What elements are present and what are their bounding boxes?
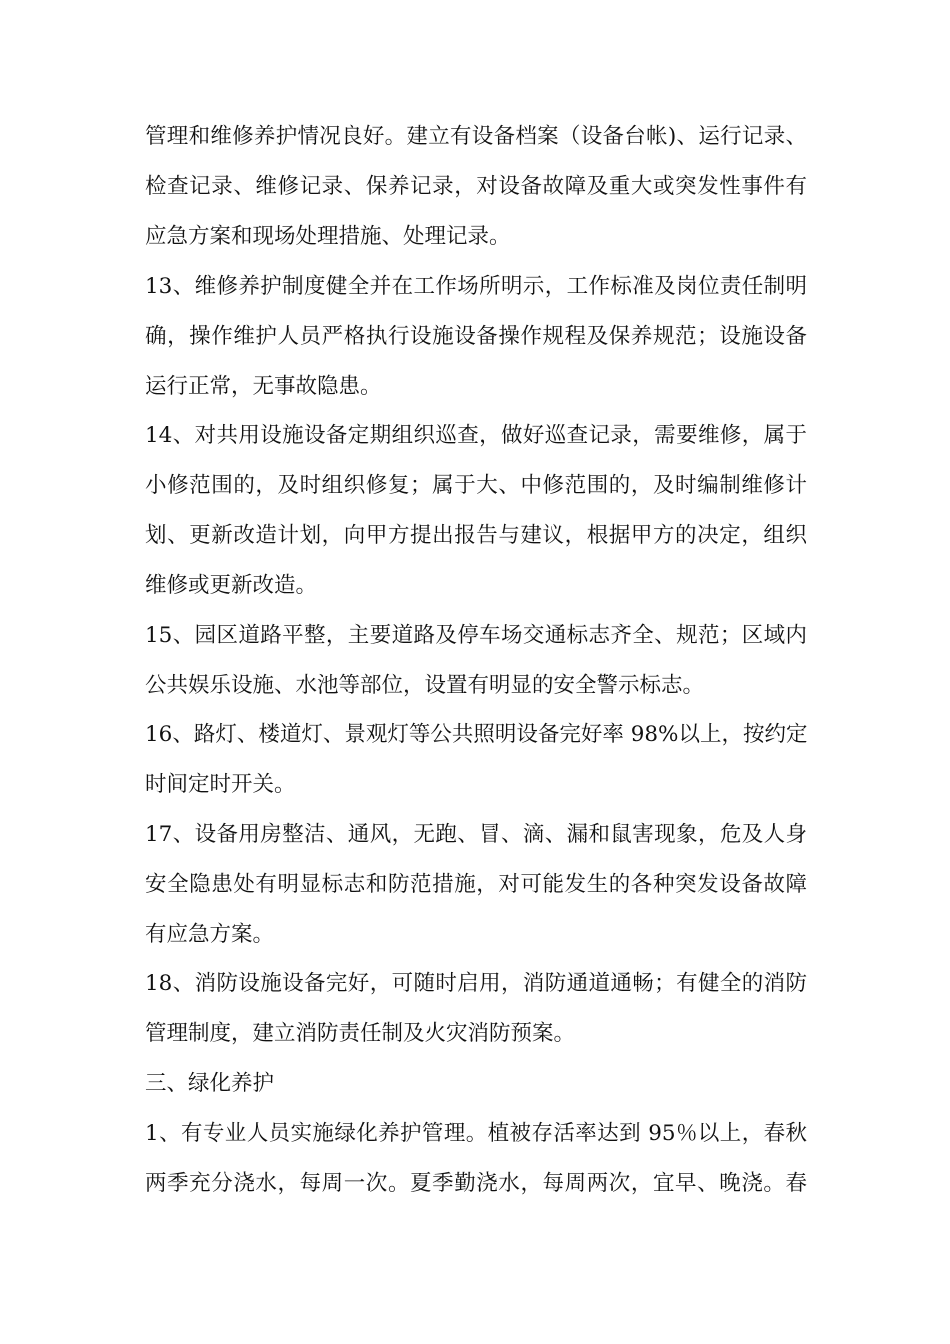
text-line: 确，操作维护人员严格执行设施设备操作规程及保养规范；设施设备 — [145, 324, 807, 349]
text-line: 管理制度，建立消防责任制及火灾消防预案。 — [145, 1021, 576, 1046]
text-line: 公共娱乐设施、水池等部位，设置有明显的安全警示标志。 — [145, 673, 705, 698]
text-line: 有应急方案。 — [145, 922, 275, 947]
text-line: 维修或更新改造。 — [145, 573, 318, 598]
section-heading: 三、绿化养护 — [145, 1071, 275, 1096]
text-line: 应急方案和现场处理措施、处理记录。 — [145, 224, 511, 249]
text-line: 15、园区道路平整，主要道路及停车场交通标志齐全、规范；区域内 — [145, 623, 807, 648]
text-line: 16、路灯、楼道灯、景观灯等公共照明设备完好率 98%以上，按约定 — [145, 722, 807, 747]
text-line: 小修范围的，及时组织修复；属于大、中修范围的，及时编制维修计 — [145, 473, 807, 498]
text-line: 时间定时开关。 — [145, 772, 296, 797]
text-line: 13、维修养护制度健全并在工作场所明示，工作标准及岗位责任制明 — [145, 274, 807, 299]
text-line: 两季充分浇水，每周一次。夏季勤浇水，每周两次，宜早、晚浇。春 — [145, 1171, 807, 1196]
text-line: 检查记录、维修记录、保养记录，对设备故障及重大或突发性事件有 — [145, 174, 807, 199]
text-line: 运行正常，无事故隐患。 — [145, 374, 382, 399]
text-line: 18、消防设施设备完好，可随时启用，消防通道通畅；有健全的消防 — [145, 971, 807, 996]
text-line: 17、设备用房整洁、通风，无跑、冒、滴、漏和鼠害现象，危及人身 — [145, 822, 807, 847]
text-line: 安全隐患处有明显标志和防范措施，对可能发生的各种突发设备故障 — [145, 872, 807, 897]
text-line: 1、有专业人员实施绿化养护管理。植被存活率达到 95％以上，春秋 — [145, 1121, 807, 1146]
text-line: 管理和维修养护情况良好。建立有设备档案（设备台帐)、运行记录、 — [145, 124, 807, 149]
text-line: 14、对共用设施设备定期组织巡查，做好巡查记录，需要维修，属于 — [145, 423, 807, 448]
text-line: 划、更新改造计划，向甲方提出报告与建议，根据甲方的决定，组织 — [145, 523, 807, 548]
